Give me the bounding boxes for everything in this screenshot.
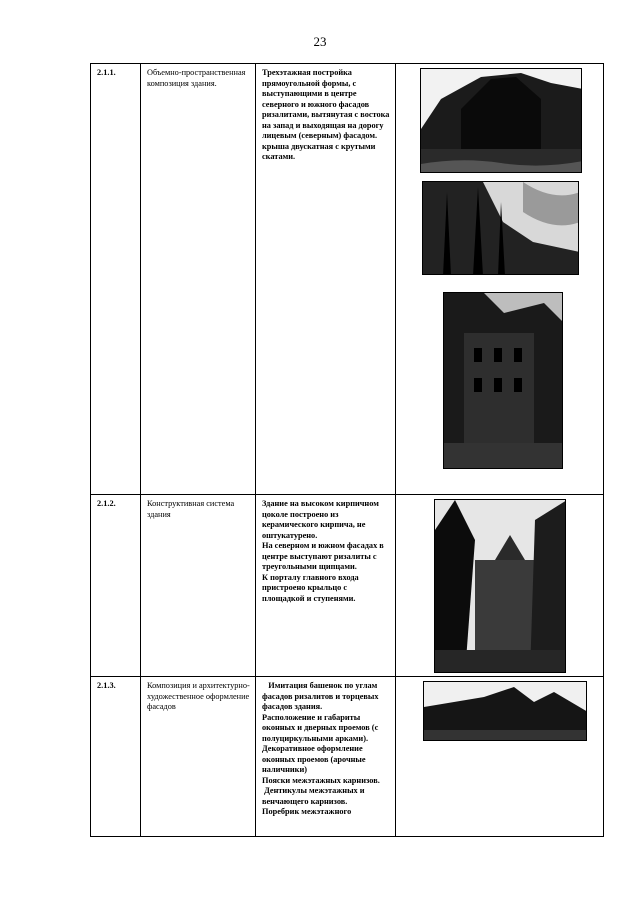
page-number: 23 [313, 34, 327, 49]
photo-cell [396, 495, 603, 676]
row-name: Объемно-пространственная композиция здания. [141, 64, 256, 494]
building-photo [443, 292, 563, 469]
table-row [91, 677, 603, 836]
row-name: Конструктивная система здания [141, 495, 256, 676]
row-number: 2.1.2. [91, 495, 141, 676]
row-number: 2.1.3. [91, 677, 141, 836]
row-description: Здание на высоком кирпичном цоколе построено из керамического кирпича, не оштукатурено. На северном и южном фасадах в центре выступают ризалиты с треугольными щипцами. К порталу главного входа пристроено крыльцо с площадкой и ступенями. [256, 495, 396, 676]
table-row [91, 495, 603, 677]
photo-cell [396, 677, 603, 836]
row-number: 2.1.1. [91, 64, 141, 494]
row-description: Трехэтажная постройка прямоугольной формы, с выступающими в центре северного и южного фасадов ризалитами, вытянутая с востока на запад и выходящая на дорогу лицевым (северным) фасадом. крыша двускатная с крутыми скатами. [256, 64, 396, 494]
building-photo [423, 681, 587, 741]
building-photo [434, 499, 566, 673]
table-row [91, 64, 603, 495]
row-description: Имитация башенок по углам фасадов ризалитов и торцевых фасадов здания. Расположение и габариты оконных и дверных проемов (с полуциркульными арками). Декоративное оформление оконных проемов (арочные наличники) Пояски межэтажных карнизов. Дентикулы межэтажных и венчающего карнизов. Поребрик межэтажного [256, 677, 396, 836]
row-name: Композиция и архитектурно-художественное оформление фасадов [141, 677, 256, 836]
attributes-table [90, 63, 604, 837]
building-photo [422, 181, 579, 275]
photo-cell [396, 64, 603, 494]
building-photo [420, 68, 582, 173]
